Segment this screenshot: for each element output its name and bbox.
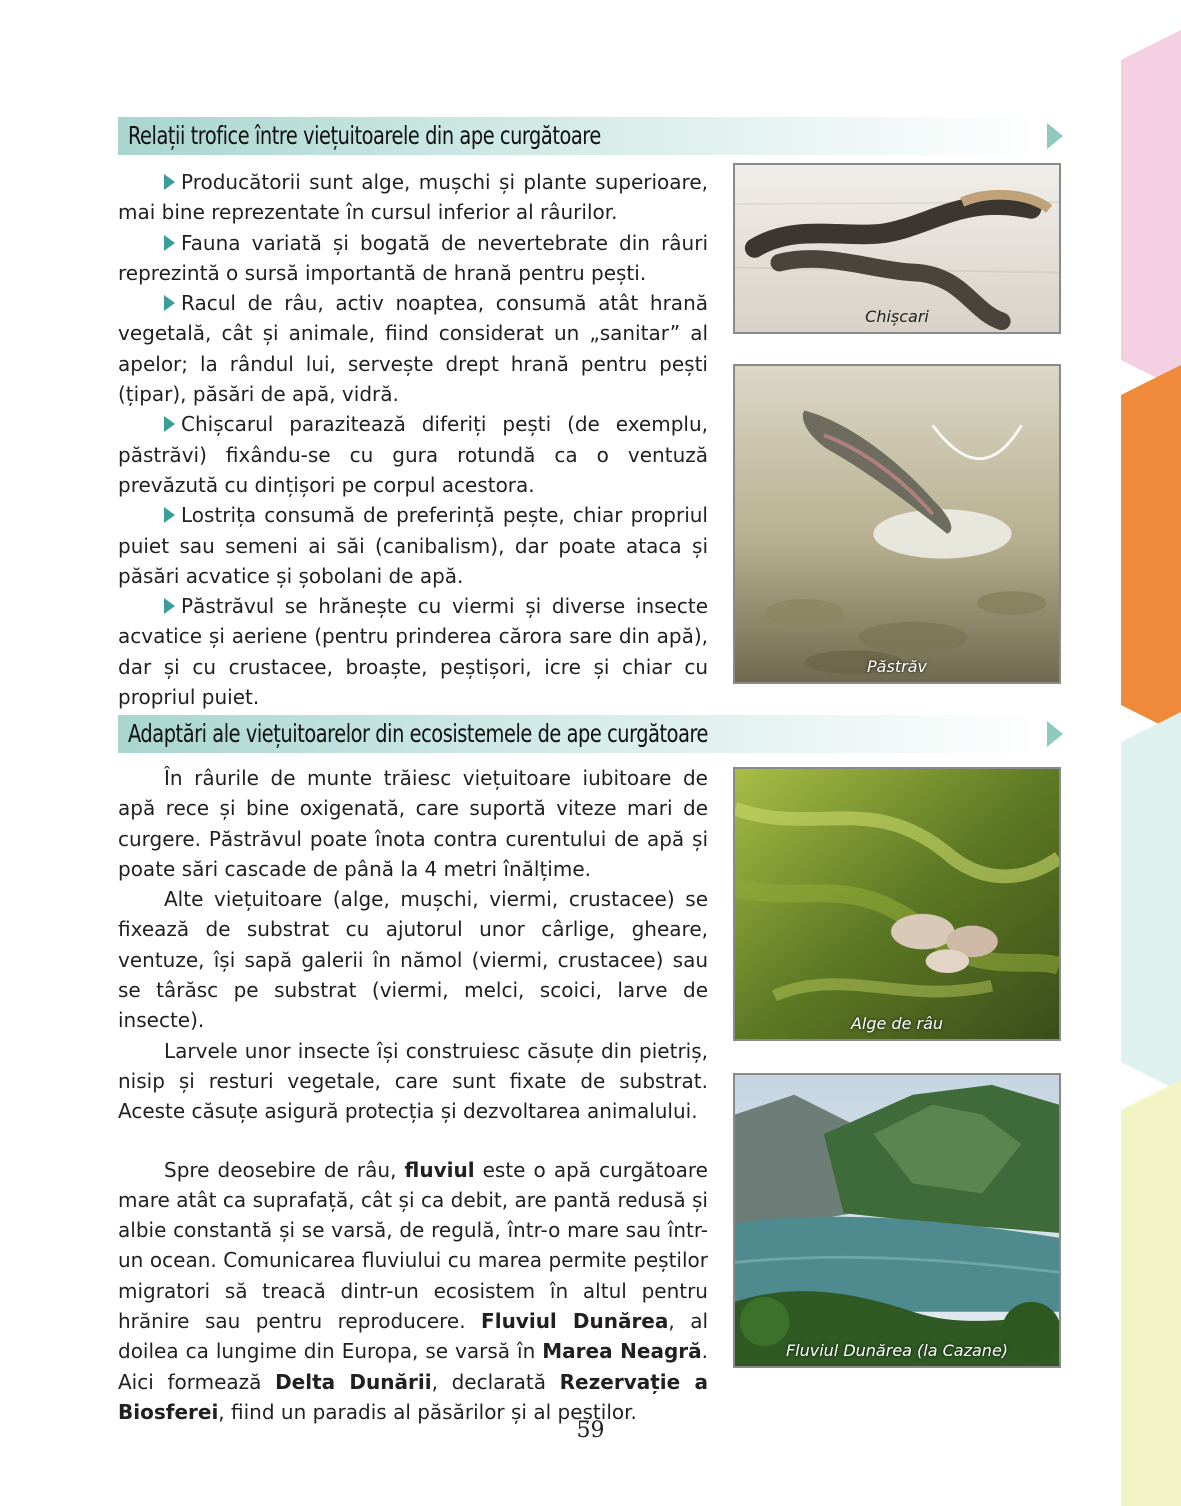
paragraph: Racul de râu, activ noaptea, consumă atât hrană vegetală, cât și animale, fiind considerat un „sanitar” al apelor; la rândul lui, servește drept hrană pentru pești (țipar), păsări de apă, vidră. [118,291,708,407]
page-number: 59 [576,1418,605,1443]
trophic-text [118,167,708,712]
bullet-arrow-icon [164,598,175,614]
bullet-arrow-icon [164,416,175,432]
heading-title: Adaptări ale viețuitoarelor din ecosistemele de ape curgătoare [128,719,709,748]
paragraph: Fauna variată și bogată de nevertebrate din râuri reprezintă o sursă importantă de hrană pentru pești. [118,230,708,285]
bullet-arrow-icon [164,235,175,251]
bullet-arrow-icon [164,174,175,190]
adaptations-text [118,763,708,1427]
heading-arrow-icon [1047,721,1063,747]
bullet-arrow-icon [164,507,175,523]
paragraph: Lostrița consumă de preferință pește, chiar propriul puiet sau semeni ai săi (canibalism), dar poate ataca și păsări acvatice și șobolani de apă. [118,503,708,588]
heading-arrow-icon [1047,123,1063,149]
photo-caption: Păstrăv [867,657,927,676]
chapter-tab-mint [1121,712,1181,1092]
river-paragraph: Spre deosebire de râu, fluviul este o apă curgătoare mare atât ca suprafață, cât și ca debit, are pantă redusă și albie constantă și se varsă, de regulă, într-o mare sau într-un ocean. Comunicarea fluviului cu marea permite peștilor migratori să treacă dintr-un ecosistem în altul pentru hrănire sau pentru reproducere. Fluviul Dunărea, al doilea ca lungime din Europa, se varsă în Marea Neagră. Aici formează Delta Dunării, declarată Rezervație a Biosferei, fiind un paradis al păsărilor și al peștilor. [118,1157,709,1424]
photo-trout [733,364,1061,684]
photo-caption: Chișcari [865,307,929,326]
photo-lamprey [733,163,1061,334]
photo-algae [733,767,1061,1041]
bullet-arrow-icon [164,295,175,311]
photo-danube [733,1073,1061,1368]
section-heading-trophic [118,117,1063,155]
paragraph: Chișcarul parazitează diferiți pești (de exemplu, păstrăvi) fixându-se cu gura rotundă ca o ventuză prevăzută cu dințișori pe corpul acestora. [118,412,708,497]
chapter-tab-pink [1121,30,1181,390]
paragraph: În râurile de munte trăiesc viețuitoare iubitoare de apă rece și bine oxigenată, care suportă viteze mari de curgere. Păstrăvul poate înota contra curentului de apă și poate sări cascade de până la 4 metri înălțime. [118,766,708,881]
paragraph: Producătorii sunt alge, mușchi și plante superioare, mai bine reprezentate în cursul inferior al râurilor. [118,170,708,225]
chapter-tab-orange [1121,365,1181,735]
paragraph: Larvele unor insecte își construiesc căsuțe din pietriș, nisip și resturi vegetale, care sunt fixate de substrat. Aceste căsuțe asigură protecția și dezvoltarea animalului. [118,1038,708,1124]
section-heading-adaptations [118,715,1063,753]
photo-caption: Fluviul Dunărea (la Cazane) [785,1341,1009,1360]
paragraph: Păstrăvul se hrănește cu viermi și diverse insecte acvatice și aeriene (pentru prinderea cărora sare din apă), dar și cu crustacee, broaște, peștișori, icre și chiar cu propriul puiet. [118,594,708,710]
paragraph: Alte viețuitoare (alge, mușchi, viermi, crustacee) se fixează de substrat cu ajutorul unor cârlige, gheare, ventuze, își sapă galerii în nămol (viermi, crustacee) sau se târăsc pe substrat (viermi, melci, scoici, larve de insecte). [118,887,708,1033]
heading-title: Relații trofice între viețuitoarele din ape curgătoare [128,121,601,150]
photo-caption: Alge de râu [850,1014,944,1033]
